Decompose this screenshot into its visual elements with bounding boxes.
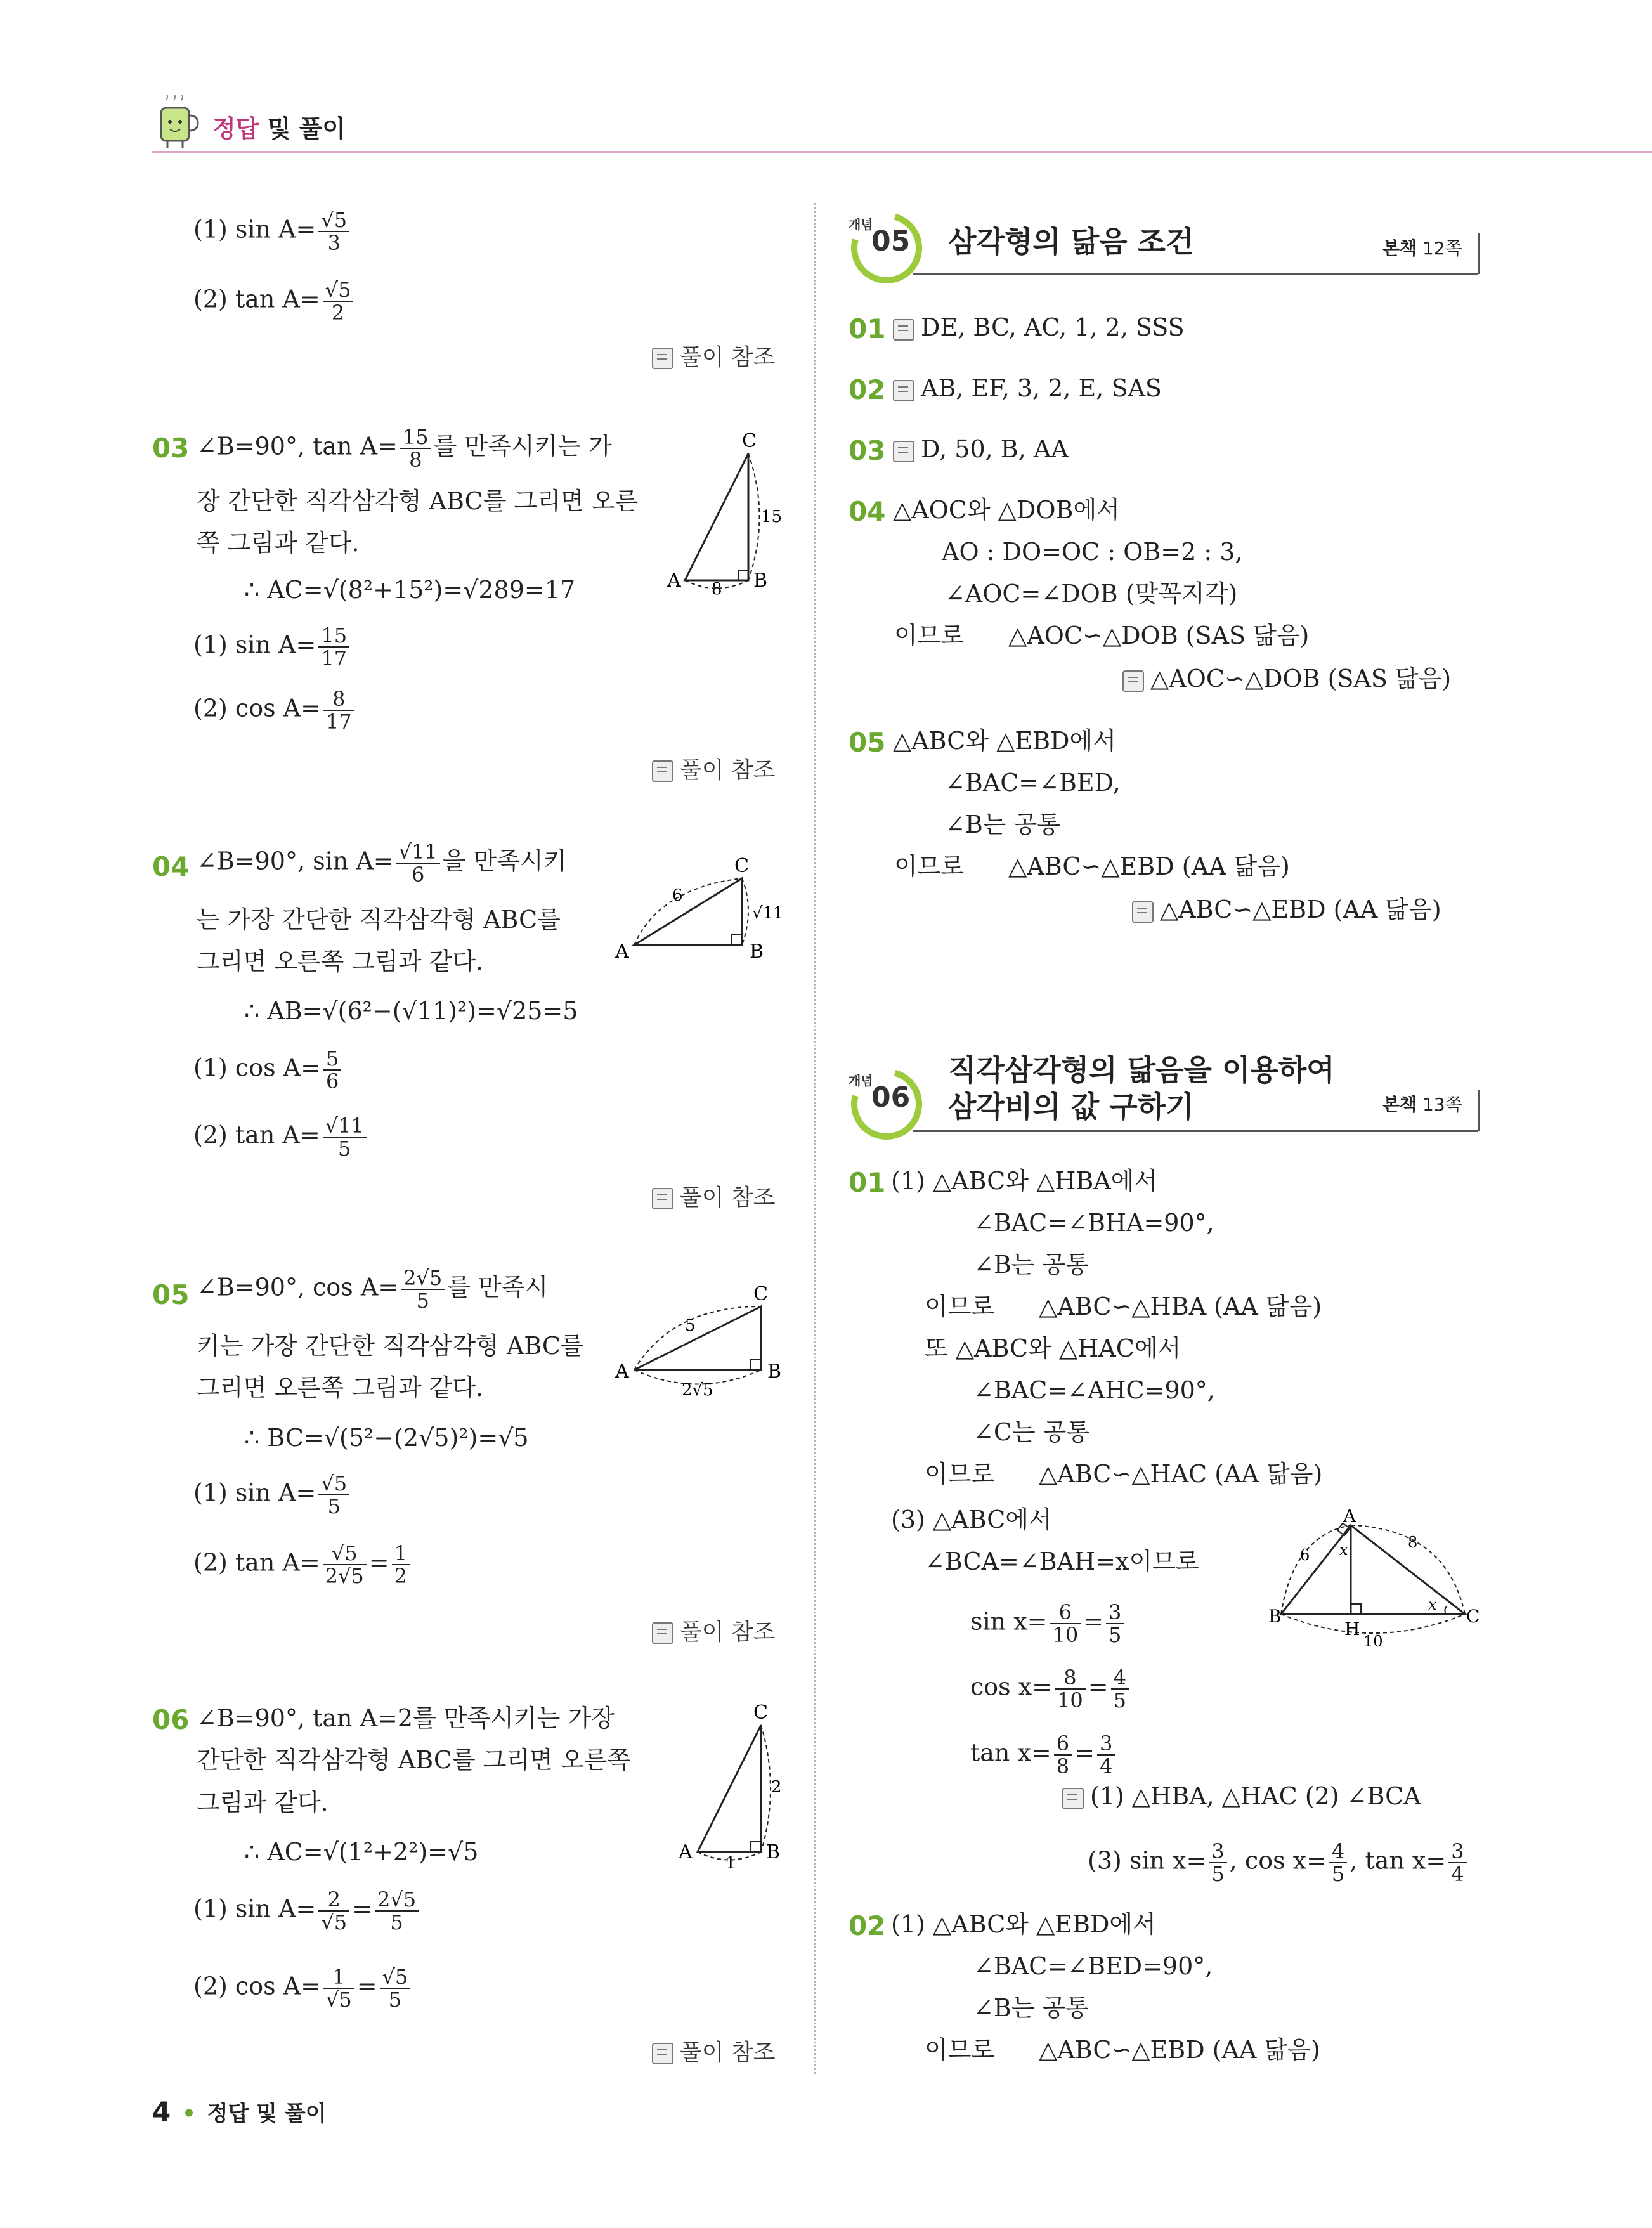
s01-tan: tan x= $\frac{6}{8}$ = $\frac{3}{4}$ xyxy=(970,1733,1117,1777)
p04-line-1: ∠B=90°, sin A= $\frac{√11}{6}$ 을 만족시키 xyxy=(197,840,567,887)
s01-line-6: ∠BAC=∠AHC=90°, xyxy=(973,1376,1215,1404)
answer-icon xyxy=(1062,1788,1084,1809)
s01-line-10: ∠BCA=∠BAH=x이므로 xyxy=(925,1547,1199,1575)
answer-number: 02 xyxy=(849,374,886,405)
fig-side-1: 5 xyxy=(685,1316,696,1335)
fig-angle-x1: x xyxy=(1339,1541,1348,1559)
fig-side-1: 6 xyxy=(672,886,683,905)
p04-figure xyxy=(609,850,799,979)
p06-line-3: 그림과 같다. xyxy=(197,1788,328,1816)
p06-answer-1: (1) sin A= $\frac{2}{√5}$ = $\frac{2√5}{5}$ xyxy=(193,1889,421,1933)
r05-line-2: ∠BAC=∠BED, xyxy=(945,769,1121,797)
p06-line-1: ∠B=90°, tan A=2를 만족시키는 가장 xyxy=(197,1704,615,1732)
answer-icon xyxy=(652,348,673,369)
r04-line-1: △AOC와 △DOB에서 xyxy=(893,496,1120,524)
p06-figure xyxy=(666,1700,805,1873)
solution-ref: 풀이 참조 xyxy=(652,339,776,372)
fig-label-c: C xyxy=(753,1283,768,1305)
p03-figure xyxy=(660,428,799,602)
solution-ref: 풀이 참조 xyxy=(652,1180,776,1212)
s01-answer-2: (3) sin x= $\frac{3}{5}$ , cos x= $\frac{4}{5}$ , tan x= $\frac{3}{4}$ xyxy=(1088,1840,1469,1885)
answer-icon xyxy=(893,441,914,462)
answer-number: 03 xyxy=(849,435,886,466)
header-divider xyxy=(152,151,1652,153)
problem-number: 06 xyxy=(152,1704,190,1735)
p06-answer-2: (2) cos A= $\frac{1}{√5}$ = $\frac{√5}{5}$ xyxy=(193,1966,413,2010)
fig-label-a: A xyxy=(615,941,629,963)
r04-line-2: AO : DO=OC : OB=2 : 3, xyxy=(942,538,1243,566)
p05-answer-2: (2) tan A= $\frac{√5}{2√5}$ = $\frac{1}{2}$ xyxy=(193,1542,412,1587)
answer-icon xyxy=(1132,901,1154,923)
s02-line-1: (1) △ABC와 △EBD에서 xyxy=(891,1910,1156,1938)
s02-line-3: ∠B는 공통 xyxy=(973,1994,1089,2022)
problem-number: 05 xyxy=(152,1279,190,1310)
answer-icon xyxy=(652,760,673,782)
answer-number: 05 xyxy=(849,727,886,758)
r05-line-3: ∠B는 공통 xyxy=(945,811,1060,838)
p03-line-3: 쪽 그림과 같다. xyxy=(197,529,360,557)
answer-icon xyxy=(652,1622,673,1644)
p05-line-4: ∴ BC=√(5²−(2√5)²)=√5 xyxy=(244,1424,529,1452)
fig-label-b: B xyxy=(753,570,768,592)
s01-line-7: ∠C는 공통 xyxy=(973,1418,1090,1446)
fig-label-b: B xyxy=(1268,1606,1282,1627)
answer-number: 04 xyxy=(849,496,886,527)
s01-line-4: 이므로 △ABC∽△HBA (AA 닮음) xyxy=(925,1293,1322,1320)
p05-figure xyxy=(609,1275,799,1404)
answer-r01: DE, BC, AC, 1, 2, SSS xyxy=(893,313,1185,341)
answer-number: 02 xyxy=(849,1910,886,1941)
s01-figure xyxy=(1268,1509,1484,1651)
p04-line-3: 그리면 오른쪽 그림과 같다. xyxy=(197,948,484,975)
section-06-page-ref: 본책 13쪽 xyxy=(1382,1094,1462,1115)
answer-icon xyxy=(893,380,914,401)
answer-icon xyxy=(893,319,914,341)
p05-answer-1: (1) sin A= $\frac{√5}{5}$ xyxy=(193,1473,352,1517)
header-logo-icon xyxy=(152,95,203,152)
p04-line-2: 는 가장 간단한 직각삼각형 ABC를 xyxy=(197,906,561,934)
column-divider xyxy=(814,203,816,2074)
section-06-bracket xyxy=(1478,1090,1480,1131)
header-title xyxy=(212,109,346,144)
fig-label-h: H xyxy=(1344,1619,1360,1639)
fig-side-2: √11 xyxy=(752,904,784,923)
fig-angle-x2: x xyxy=(1428,1596,1437,1613)
section-06-underline xyxy=(913,1130,1478,1132)
top-answer-2: (2) tan A= $\frac{√5}{2}$ xyxy=(193,279,356,323)
section-05-underline xyxy=(913,273,1478,275)
footer-separator: • xyxy=(182,2101,196,2127)
fig-label-a: A xyxy=(1343,1509,1356,1527)
r04-line-3: ∠AOC=∠DOB (맞꼭지각) xyxy=(945,580,1238,608)
p04-line-4: ∴ AB=√(6²−(√11)²)=√25=5 xyxy=(244,997,578,1025)
fig-label-a: A xyxy=(667,570,681,592)
s01-answer-1: (1) △HBA, △HAC (2) ∠BCA xyxy=(1062,1782,1421,1810)
section-05-number: 05 xyxy=(871,225,911,257)
footer-label: 정답 및 풀이 xyxy=(207,2101,327,2127)
p03-answer-2: (2) cos A= $\frac{8}{17}$ xyxy=(193,688,357,733)
p06-line-4: ∴ AC=√(1²+2²)=√5 xyxy=(244,1838,479,1866)
p03-line-2: 장 간단한 직각삼각형 ABC를 그리면 오른 xyxy=(197,487,639,515)
footer xyxy=(152,2096,327,2127)
fig-label-c: C xyxy=(734,855,749,877)
p03-line-4: ∴ AC=√(8²+15²)=√289=17 xyxy=(244,576,576,604)
page-number: 4 xyxy=(152,2096,171,2127)
fig-label-b: B xyxy=(766,1841,781,1863)
problem-number: 04 xyxy=(152,851,190,882)
answer-r03: D, 50, B, AA xyxy=(893,435,1069,463)
p03-answer-1: (1) sin A= $\frac{15}{17}$ xyxy=(193,625,352,669)
p05-line-2: 키는 가장 간단한 직각삼각형 ABC를 xyxy=(197,1332,584,1360)
fig-label-b: B xyxy=(767,1360,782,1383)
s01-line-5: 또 △ABC와 △HAC에서 xyxy=(925,1334,1181,1362)
top-answer-1: (1) sin A= $\frac{√5}{3}$ xyxy=(193,209,352,254)
s01-cos: cos x= $\frac{8}{10}$ = $\frac{4}{5}$ xyxy=(970,1667,1131,1711)
answer-r02: AB, EF, 3, 2, E, SAS xyxy=(893,374,1162,402)
fig-side-2: 2√5 xyxy=(682,1381,713,1400)
p05-line-1: ∠B=90°, cos A= $\frac{2√5}{5}$ 를 만족시 xyxy=(197,1266,549,1313)
solution-ref: 풀이 참조 xyxy=(652,1614,776,1646)
s02-line-4: 이므로 △ABC∽△EBD (AA 닮음) xyxy=(925,2036,1320,2064)
fig-side-6: 6 xyxy=(1300,1546,1310,1564)
r05-line-4: 이므로 △ABC∽△EBD (AA 닮음) xyxy=(894,852,1290,880)
fig-label-b: B xyxy=(750,941,764,963)
r05-answer: △ABC∽△EBD (AA 닮음) xyxy=(1132,896,1441,923)
fig-side-2: 2 xyxy=(771,1778,782,1797)
answer-icon xyxy=(652,2043,673,2064)
section-06-tag: 개념 xyxy=(849,1073,873,1088)
section-05-title: 삼각형의 닮음 조건 xyxy=(948,225,1194,259)
p05-line-3: 그리면 오른쪽 그림과 같다. xyxy=(197,1374,484,1402)
header-title-b: 및 풀이 xyxy=(267,115,346,143)
s01-sin: sin x= $\frac{6}{10}$ = $\frac{3}{5}$ xyxy=(970,1601,1126,1646)
r05-line-1: △ABC와 △EBD에서 xyxy=(893,727,1116,755)
s01-line-2: ∠BAC=∠BHA=90°, xyxy=(973,1209,1214,1237)
fig-label-a: A xyxy=(615,1360,629,1383)
s02-line-2: ∠BAC=∠BED=90°, xyxy=(973,1952,1213,1980)
p06-line-2: 간단한 직각삼각형 ABC를 그리면 오른쪽 xyxy=(197,1746,631,1774)
answer-number: 01 xyxy=(849,313,886,344)
fig-label-c: C xyxy=(742,430,757,452)
fig-label-a: A xyxy=(679,1841,693,1863)
fig-side-1: 8 xyxy=(712,580,722,599)
p04-answer-1: (1) cos A= $\frac{5}{6}$ xyxy=(193,1048,344,1092)
section-05-tag: 개념 xyxy=(849,217,873,232)
answer-number: 01 xyxy=(849,1167,886,1198)
r04-answer: △AOC∽△DOB (SAS 닮음) xyxy=(1122,665,1451,693)
section-06-title: 직각삼각형의 닮음을 이용하여 삼각비의 값 구하기 xyxy=(948,1053,1335,1124)
section-05-bracket xyxy=(1478,233,1480,274)
solution-ref: 풀이 참조 xyxy=(652,752,776,785)
fig-side-1: 1 xyxy=(725,1854,736,1871)
s01-line-8: 이므로 △ABC∽△HAC (AA 닮음) xyxy=(925,1460,1323,1488)
fig-side-2: 15 xyxy=(761,507,783,526)
fig-label-c: C xyxy=(1466,1606,1480,1627)
s01-line-3: ∠B는 공통 xyxy=(973,1251,1089,1279)
solution-ref: 풀이 참조 xyxy=(652,2035,776,2067)
header-title-a: 정답 xyxy=(212,115,259,143)
fig-side-10: 10 xyxy=(1363,1632,1383,1649)
problem-number: 03 xyxy=(152,433,190,464)
answer-icon xyxy=(1122,670,1144,692)
section-05-page-ref: 본책 12쪽 xyxy=(1382,238,1462,259)
p04-answer-2: (2) tan A= $\frac{√11}{5}$ xyxy=(193,1115,369,1159)
fig-label-c: C xyxy=(753,1702,768,1724)
section-06-number: 06 xyxy=(871,1081,911,1114)
fig-side-8: 8 xyxy=(1408,1534,1418,1551)
s01-line-1: (1) △ABC와 △HBA에서 xyxy=(891,1167,1158,1195)
p03-line-1: ∠B=90°, tan A= $\frac{15}{8}$ 를 만족시키는 가 xyxy=(197,425,612,472)
s01-line-9: (3) △ABC에서 xyxy=(891,1506,1052,1534)
r04-line-4: 이므로 △AOC∽△DOB (SAS 닮음) xyxy=(894,622,1310,649)
answer-icon xyxy=(652,1188,673,1209)
